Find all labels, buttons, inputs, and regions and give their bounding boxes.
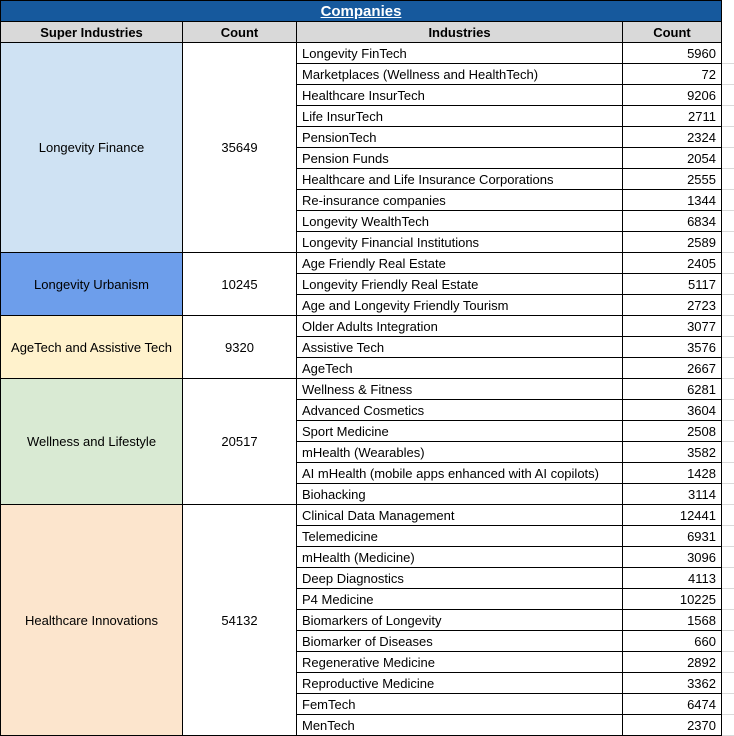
industry-cell: Life InsurTech xyxy=(297,106,623,127)
table-title-link[interactable]: Companies xyxy=(320,2,402,20)
industry-cell: Reproductive Medicine xyxy=(297,673,623,694)
industry-cell: PensionTech xyxy=(297,127,623,148)
industry-count-cell: 2054 xyxy=(623,148,722,169)
industry-count-cell: 6834 xyxy=(623,211,722,232)
industry-cell: Regenerative Medicine xyxy=(297,652,623,673)
industry-count-cell: 2711 xyxy=(623,106,722,127)
industry-cell: Longevity Friendly Real Estate xyxy=(297,274,623,295)
industry-count-cell: 2324 xyxy=(623,127,722,148)
industry-cell: Telemedicine xyxy=(297,526,623,547)
industry-count-cell: 1344 xyxy=(623,190,722,211)
industry-cell: Age and Longevity Friendly Tourism xyxy=(297,295,623,316)
industry-cell: FemTech xyxy=(297,694,623,715)
industry-count-cell: 3582 xyxy=(623,442,722,463)
industry-cell: Longevity FinTech xyxy=(297,43,623,64)
industry-cell: Advanced Cosmetics xyxy=(297,400,623,421)
industry-count-cell: 72 xyxy=(623,64,722,85)
industry-count-cell: 2405 xyxy=(623,253,722,274)
industry-count-cell: 3576 xyxy=(623,337,722,358)
sheet-margin-gridlines xyxy=(722,43,734,736)
col-header-industry-count: Count xyxy=(623,22,722,43)
industry-cell: Deep Diagnostics xyxy=(297,568,623,589)
table-title-bar xyxy=(1,1,722,22)
industry-count-cell: 4113 xyxy=(623,568,722,589)
industry-cell: AgeTech xyxy=(297,358,623,379)
industry-count-cell: 2723 xyxy=(623,295,722,316)
industry-cell: AI mHealth (mobile apps enhanced with AI copilots) xyxy=(297,463,623,484)
industry-count-cell: 3114 xyxy=(623,484,722,505)
industry-cell: Age Friendly Real Estate xyxy=(297,253,623,274)
industry-cell: Longevity Financial Institutions xyxy=(297,232,623,253)
col-header-super-count: Count xyxy=(183,22,297,43)
industry-cell: mHealth (Medicine) xyxy=(297,547,623,568)
industry-cell: mHealth (Wearables) xyxy=(297,442,623,463)
industry-count-cell: 3362 xyxy=(623,673,722,694)
col-header-industries: Industries xyxy=(297,22,623,43)
industry-count-cell: 6931 xyxy=(623,526,722,547)
industry-count-cell: 5960 xyxy=(623,43,722,64)
industry-count-cell: 10225 xyxy=(623,589,722,610)
industry-count-cell: 3604 xyxy=(623,400,722,421)
super-industry-cell: Wellness and Lifestyle xyxy=(1,379,183,505)
industry-cell: P4 Medicine xyxy=(297,589,623,610)
industry-count-cell: 2667 xyxy=(623,358,722,379)
super-industry-cell: Longevity Urbanism xyxy=(1,253,183,316)
super-industry-count-cell: 20517 xyxy=(183,379,297,505)
industry-cell: Older Adults Integration xyxy=(297,316,623,337)
super-industry-count-cell: 54132 xyxy=(183,505,297,736)
super-industry-cell: Longevity Finance xyxy=(1,43,183,253)
industry-count-cell: 2892 xyxy=(623,652,722,673)
industry-count-cell: 12441 xyxy=(623,505,722,526)
industry-count-cell: 2555 xyxy=(623,169,722,190)
industry-cell: Assistive Tech xyxy=(297,337,623,358)
industry-count-cell: 6474 xyxy=(623,694,722,715)
industry-count-cell: 2508 xyxy=(623,421,722,442)
industry-cell: Pension Funds xyxy=(297,148,623,169)
industry-cell: Sport Medicine xyxy=(297,421,623,442)
super-industry-count-cell: 9320 xyxy=(183,316,297,379)
super-industry-cell: AgeTech and Assistive Tech xyxy=(1,316,183,379)
industry-count-cell: 1568 xyxy=(623,610,722,631)
industry-cell: Biomarker of Diseases xyxy=(297,631,623,652)
industry-count-cell: 3096 xyxy=(623,547,722,568)
industry-cell: Healthcare and Life Insurance Corporations xyxy=(297,169,623,190)
col-header-super-industries: Super Industries xyxy=(1,22,183,43)
industry-cell: Wellness & Fitness xyxy=(297,379,623,400)
industry-cell: Longevity WealthTech xyxy=(297,211,623,232)
industry-cell: Biohacking xyxy=(297,484,623,505)
industry-count-cell: 9206 xyxy=(623,85,722,106)
industry-cell: Healthcare InsurTech xyxy=(297,85,623,106)
industry-count-cell: 660 xyxy=(623,631,722,652)
industry-cell: Re-insurance companies xyxy=(297,190,623,211)
super-industry-count-cell: 35649 xyxy=(183,43,297,253)
industry-count-cell: 2589 xyxy=(623,232,722,253)
industry-count-cell: 1428 xyxy=(623,463,722,484)
industry-cell: MenTech xyxy=(297,715,623,736)
industry-cell: Biomarkers of Longevity xyxy=(297,610,623,631)
industry-count-cell: 2370 xyxy=(623,715,722,736)
industry-count-cell: 6281 xyxy=(623,379,722,400)
industry-cell: Marketplaces (Wellness and HealthTech) xyxy=(297,64,623,85)
super-industry-count-cell: 10245 xyxy=(183,253,297,316)
industry-cell: Clinical Data Management xyxy=(297,505,623,526)
industry-count-cell: 5117 xyxy=(623,274,722,295)
super-industry-cell: Healthcare Innovations xyxy=(1,505,183,736)
industry-count-cell: 3077 xyxy=(623,316,722,337)
